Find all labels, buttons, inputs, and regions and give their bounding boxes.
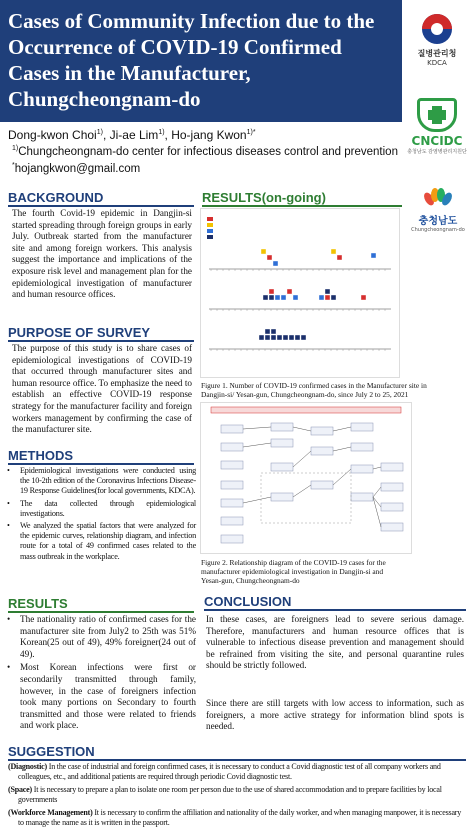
link-line	[373, 467, 381, 469]
legend-swatch	[207, 235, 213, 239]
link-line	[293, 451, 311, 467]
suggestion-heading: SUGGESTION	[8, 744, 466, 761]
chungnam-name: 충청남도	[418, 216, 458, 227]
case-block	[271, 335, 276, 340]
legend-swatch	[207, 223, 213, 227]
link-line	[373, 487, 381, 497]
author-names: Dong-kwon Choi$^{1)}$, Ji-ae Lim$^{1)}$, Ho-jang Kwon$^{1)*}$	[8, 128, 256, 142]
case-node	[381, 483, 403, 491]
case-block	[273, 261, 278, 266]
link-line	[333, 427, 351, 431]
figure-1-caption: Figure 1. Number of COVID-19 confirmed cases in the Manufacturer site in Dangjin-si/ Yesan-gun, Chungcheongnam-do, since July 2 to 25, 2021	[201, 381, 427, 399]
link-line	[293, 485, 311, 497]
link-line	[373, 497, 381, 527]
kdca-name: 질병관리청	[417, 49, 457, 58]
email: *hojangkwon@gmail.com	[12, 161, 141, 175]
case-block	[265, 329, 270, 334]
case-node	[351, 443, 373, 451]
case-node	[221, 499, 243, 507]
results-item: • Most Korean infections were first or secondarily transmitted through family, however, in the case of foreigners infection took many portions on Secondary to fourth transmitted and those were related to friends and work place.	[6, 662, 196, 732]
suggestion-list	[8, 762, 466, 832]
case-block	[277, 335, 282, 340]
methods-item: • The data collected through epidemiological investigations.	[6, 499, 196, 519]
methods-item: • Epidemiological investigations were conducted using the 10-2th edition of the Coronavirus Infections Disease-19 Response Guidelines(for local governments, KDCA).	[6, 466, 196, 497]
case-block	[287, 289, 292, 294]
case-block	[269, 295, 274, 300]
case-block	[361, 295, 366, 300]
case-node	[221, 461, 243, 469]
case-block	[293, 295, 298, 300]
relationship-diagram-graphic	[201, 403, 411, 553]
suggestion-item: (Diagnostic) In the case of industrial and foreign confirmed cases, it is necessary to conduct a Covid diagnostic test of all company workers and colleagues, etc., and additional patients are required through periodic Covid diagnostic test.	[8, 762, 441, 781]
legend-swatch	[207, 229, 213, 233]
case-node	[311, 447, 333, 455]
suggestion-item: (Space) It is necessary to prepare a plan to isolate one room per person due to the use of shared accommodation and to prepare facilities by local governments	[8, 785, 442, 804]
cncidc-name: CNCIDC	[411, 134, 463, 148]
case-block	[325, 295, 330, 300]
authors-block	[8, 126, 398, 176]
case-block	[267, 255, 272, 260]
results-list	[6, 614, 196, 734]
purpose-text: The purpose of this study is to share cases of epidemiological investigations of COVID-19 that occurred through manufacturer sites and human resource office. To emphasize the need to establish an effective COVID-19 response strategy for the manufacturer facility and foreign workers management by confirming the case of the manufacturer site.	[12, 343, 192, 435]
case-block	[265, 335, 270, 340]
case-block	[281, 295, 286, 300]
chungnam-logo	[408, 188, 468, 233]
case-node	[351, 465, 373, 473]
link-line	[243, 443, 271, 447]
background-text: The fourth Covid-19 epidemic in Dangjin-si started spreading through foreign groups in early July. Outbreak started from the manufacturer site and among foreign workers. This analysis suggest the importance and implications of the exposure risk level and management plan for the epidemiological investigation of manufacturer and human resource offices.	[12, 208, 192, 300]
link-line	[243, 427, 271, 429]
figure-2-caption: Figure 2. Relationship diagram of the COVID-19 cases for the manufacturer epidemiological investigation in Dangjin-si and Yesan-gun, Chungcheongnam-do	[201, 558, 386, 585]
conclusion-text-1: In these cases, are foreigners lead to severe serious damage. Therefore, manufacturers and human resource offices that is vulnerable to infectious disease prevention and management should be refrained from visiting the site, and personal quarantine rules should be strictly followed.	[206, 614, 464, 671]
affiliation: $^{1)}$Chungcheongnam-do center for infectious diseases control and prevention	[12, 145, 398, 158]
purpose-heading: PURPOSE OF SURVEY	[8, 325, 194, 342]
case-block	[301, 335, 306, 340]
methods-item: • We analyzed the spatial factors that were analyzed for the epidemic curves, relationship diagram, and infection route for a total of 49 confirmed cases related to the mass outbreak in the workplace.	[6, 521, 196, 562]
figure-2-relationship-diagram	[200, 402, 412, 554]
case-block	[319, 295, 324, 300]
link-line	[293, 427, 311, 431]
case-node	[271, 439, 293, 447]
case-block	[331, 295, 336, 300]
case-block	[371, 253, 376, 258]
cncidc-sub: 충청남도 감염병관리지원단	[407, 149, 467, 155]
case-node	[381, 503, 403, 511]
case-block	[325, 289, 330, 294]
case-node	[311, 481, 333, 489]
background-heading: BACKGROUND	[8, 190, 194, 207]
case-block	[269, 289, 274, 294]
case-node	[221, 443, 243, 451]
case-node	[221, 517, 243, 525]
link-line	[333, 469, 351, 485]
case-block	[261, 249, 266, 254]
results-ongoing-heading: RESULTS(on-going)	[202, 190, 402, 207]
link-line	[243, 497, 271, 503]
conclusion-text-2: Since there are still targets with low access to information, such as foreigners, a more active strategy for information blind spots is needed.	[206, 698, 464, 732]
methods-list	[6, 466, 196, 564]
poster-title: Cases of Community Infection due to the Occurrence of COVID-19 Confirmed Cases in the Manufacturer, Chungcheongnam-do	[8, 9, 375, 111]
case-block	[275, 295, 280, 300]
case-block	[295, 335, 300, 340]
suggestion-item: (Workforce Management) It is necessary to confirm the affiliation and nationality of the daily worker, and when managing manpower, it is necessary to manage the name as it is written in the passport.	[8, 808, 462, 827]
case-node	[271, 423, 293, 431]
case-node	[381, 523, 403, 531]
taegeuk-icon	[422, 14, 452, 44]
results-item: • The nationality ratio of confirmed cases for the manufacturer site from July2 to 25th was 51% Korean(25 out of 49), 49% foreigner(24 out of 49).	[6, 614, 196, 660]
case-block	[271, 329, 276, 334]
case-node	[271, 463, 293, 471]
link-line	[333, 447, 351, 451]
epi-curve-graphic	[201, 209, 399, 377]
kdca-logo	[404, 14, 470, 67]
case-node	[221, 535, 243, 543]
case-block	[289, 335, 294, 340]
legend-swatch	[207, 217, 213, 221]
chungnam-sub: Chungcheongnam-do	[411, 227, 465, 233]
case-block	[283, 335, 288, 340]
case-node	[381, 463, 403, 471]
figure-1-epi-curve	[200, 208, 400, 378]
results-heading: RESULTS	[8, 596, 194, 613]
shield-cross-icon	[417, 98, 457, 132]
case-node	[221, 425, 243, 433]
methods-heading: METHODS	[8, 448, 194, 465]
case-node	[271, 493, 293, 501]
case-node	[351, 423, 373, 431]
case-node	[351, 493, 373, 501]
case-node	[311, 427, 333, 435]
cncidc-logo	[405, 98, 469, 155]
case-block	[263, 295, 268, 300]
kdca-sub: KDCA	[427, 59, 447, 67]
case-block	[337, 255, 342, 260]
case-block	[331, 249, 336, 254]
case-block	[259, 335, 264, 340]
case-node	[221, 481, 243, 489]
conclusion-heading: CONCLUSION	[204, 594, 466, 611]
legend-bar	[211, 407, 401, 413]
flower-icon	[425, 188, 451, 208]
